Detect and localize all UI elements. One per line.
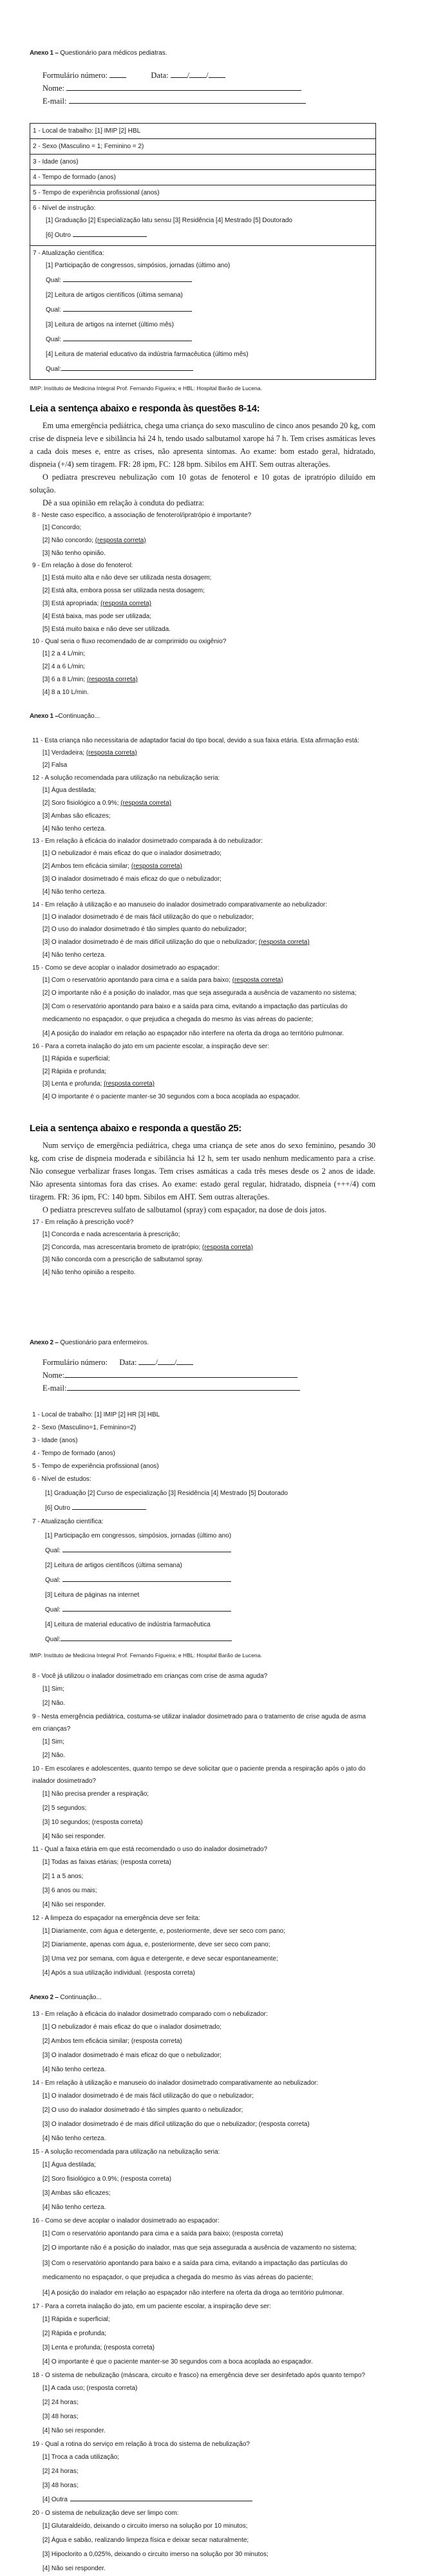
answer-option[interactable]: [2] Água e sabão, realizando limpeza física e deixar secar naturalmente; [42,2536,249,2544]
question-stem: 9 - Em relação à dose do fenoterol: [32,562,133,570]
form-number-label: Formulário número: [42,1358,108,1368]
question-block [32,2008,375,2077]
case-description-1: Em uma emergência pediátrica, chega uma criança do sexo masculino de cinco anos pesando 20 kg, com crise de dispneia leve e sibilância há 24 h, tendo usado salbutamol xarope há 7 h. Tem crises asmáticas leves a cada dois meses e, entre as crises, não apresenta sintomas. Ao exame: bom estado geral, hidratado, dispneia (+/4) sem tiragem. FR: 28 ipm, FC: 128 bpm. Sibilos em AHT. Sem outras alterações. O pediatra prescreveu nebulização com 10 gotas de fenoterol e 10 gotas de ipratrópio diluído em solução. Dê a sua opinião em relação à conduta do pediatra: [30,421,375,507]
education-label: 6 - Nível de instrução: [33,205,96,212]
answer-option[interactable]: [2] O uso do inalador dosimetrado é tão simples quanto do nebulizador; [42,926,247,934]
annex2-profile-list: 1 - Local de trabalho: [1] IMIP [2] HR [3] HBL 2 - Sexo (Masculino=1, Feminino=2) 3 - Idade (anos) 4 - Tempo de formado (anos) 5 - Tempo de experiência profissional (anos) 6 - Nível de estudos: [1] Graduação [2] Curso de especialização [3] Residência [4] Mestrado [5] Doutorado [6] Outro 7 - Atualização científica: [1] Participação em congressos, simpósios, jornadas (último ano) Qual: [2] Leitura de artigos científicos (última semana) Qual: [3] Leitura de páginas na internet Qual: [4] Leitura de material educativo de indústria farmacêutica Qual: [32,1409,375,1647]
qual-field[interactable] [63,333,192,341]
form-number-label: Formulário número: [42,71,108,80]
answer-option[interactable]: [2] O importante não é a posição do inalador, mas que seja assegurada a ausência de vazamento no sistema; [42,989,357,997]
question-stem: 17 - Para a correta inalação do jato, em um paciente escolar, a inspiração deve ser: [32,2302,271,2310]
email-label: E-mail: [42,1384,67,1393]
annex2-continuation: Anexo 2 – Continuação... [30,1993,102,2001]
answer-option[interactable]: [3] Uma vez por semana, com água e detergente, e deve secar espontaneamente; [42,1955,278,1963]
question-stem: 12 - A limpeza do espaçador na emergência deve ser feita: [32,1914,200,1922]
annex1-question-17 [30,1216,375,1279]
answer-option[interactable]: [1] Rápida e superficial; [42,1055,110,1062]
email-field[interactable] [67,1382,300,1391]
other-field[interactable] [70,2493,252,2501]
answer-option[interactable]: [1] Todas as faixas etárias; (resposta correta) [42,1859,171,1866]
list-item: 3 - Idade (anos) [32,1437,78,1445]
qual-field[interactable] [62,1603,231,1612]
education-label: 6 - Nível de estudos: [32,1476,91,1483]
question-stem: 8 - Você já utilizou o inalador dosimetrado em crianças com crise de asma aguda? [32,1673,268,1680]
date-day-field[interactable] [138,1357,155,1365]
answer-option[interactable]: [4] Outra [32,2493,375,2507]
answer-option[interactable]: [2] Falsa [42,762,68,769]
correct-answer-marker: (resposta correta) [95,536,146,544]
question-block [32,1670,375,1711]
answer-option[interactable]: [1] Sim; [42,1738,64,1745]
date-month-field[interactable] [189,70,206,78]
section-heading-25: Leia a sentença abaixo e responda a questão 25: [30,1122,241,1134]
question-block [32,2438,375,2507]
answer-option[interactable]: [4] Não tenho certeza. [42,951,106,959]
email-label: E-mail: [42,97,67,106]
answer-option[interactable]: [1] Diariamente, com água e detergente, e, posteriormente, deve ser seco com pano; [42,1927,285,1935]
question-stem: 9 - Nesta emergência pediátrica, costuma-se utilizar inalador dosimetrado para o tratamento de crise aguda de asma em crianças? [32,1713,366,1733]
answer-option[interactable]: [4] A posição do inalador em relação ao espaçador não interfere na oferta da droga ao território pulmonar. [42,1029,345,1037]
question-block [32,2300,375,2369]
answer-option[interactable]: [2] 24 horas; [42,2467,79,2475]
correct-answer-marker: (resposta correta) [232,976,283,984]
answer-option[interactable]: [1] Com o reservatório apontando para cima e a saída para baixo; (resposta correta) [42,976,283,984]
date-label: Data: [151,71,169,80]
correct-answer-marker: (resposta correta) [100,599,151,607]
answer-option[interactable]: [3] Ambas são eficazes; [42,812,111,820]
list-item: 2 - Sexo (Masculino=1, Feminino=2) [32,1424,137,1432]
date-year-field[interactable] [176,1357,193,1365]
answer-option[interactable]: [3] O inalador dosimetrado é mais eficaz do que o nebulizador; [42,2051,222,2059]
correct-answer-marker: (resposta correta) [86,749,137,757]
question-block [32,635,375,699]
answer-option[interactable]: [3] Está apropriada; (resposta correta) [42,599,151,607]
annex2-footnote: IMIP: Instituto de Medicina Integral Prof. Fernando Figueira; e HBL: Hospital Barão de Lucena. [30,1652,262,1659]
question-stem: 8 - Neste caso específico, a associação de fenoterol/ipratrópio é importante? [32,512,252,519]
update-item: [1] Participação de congressos, simpósios, jornadas (último ano) [46,262,231,269]
question-block [32,2215,375,2300]
form-number-field[interactable] [109,70,126,78]
education-options: [1] Graduação [2] Especialização latu sensu [3] Residência [4] Mestrado [5] Doutorado [46,217,292,224]
answer-option[interactable]: [3] 10 segundos; (resposta correta) [42,1818,143,1826]
annex1-title [30,49,375,57]
question-stem: 12 - A solução recomendada para utilização na nebulização seria: [32,775,220,782]
question-block [32,835,375,898]
answer-option[interactable]: [2] Está alta, embora possa ser utilizada nesta dosagem; [42,587,205,595]
answer-option[interactable]: [1] Com o reservatório apontando para cima e a saída para baixo; (resposta correta) [42,2230,283,2237]
annex1-profile-table [30,123,376,380]
correct-answer-marker: (resposta correta) [86,675,138,683]
annex1-subtitle: Questionário para médicos pediatras. [58,50,167,57]
annex1-form-header: Formulário número: Data: / / Nome: E-mail: [30,69,375,108]
question-stem: 14 - Em relação à utilização e ao manuseio do inalador dosimetrado comparativamente ao nebulizador: [32,901,328,908]
answer-option[interactable]: [4] O importante é que o paciente manter-se 30 segundos com a boca acoplada ao espaçador. [42,2358,313,2365]
qual-field[interactable] [63,274,192,282]
annex1-label: Anexo 1 – [30,50,59,57]
question-stem: 10 - Em escolares e adolescentes, quanto tempo se deve solicitar que o paciente prenda a respiração após o jato do inalador dosimetrado? [32,1765,366,1785]
question-stem: 14 - Em relação à utilização e manuseio do inalador dosimetrado comparativamente ao nebulizador: [32,2079,319,2087]
question-block [32,1216,375,1279]
section-heading-8-14: Leia a sentença abaixo e responda às questões 8-14: [30,403,260,414]
update-item: [2] Leitura de artigos científicos (última semana) [45,1562,182,1570]
annex1-continuation: Anexo 1 –Continuação... [30,712,100,720]
email-field[interactable] [69,95,306,104]
question-block [32,509,375,559]
education-other-field[interactable] [72,1501,146,1510]
education-options: [1] Graduação [2] Curso de especialização [3] Residência [4] Mestrado [5] Doutorado [45,1490,288,1498]
date-label: Data: [119,1358,137,1368]
question-block [32,2369,375,2438]
name-field[interactable] [66,82,301,91]
answer-option[interactable]: [1] Água destilada; [42,2161,96,2168]
answer-option[interactable]: [1] Verdadeira; (resposta correta) [42,749,137,757]
update-item: [3] Leitura de páginas na internet [45,1592,140,1599]
date-year-field[interactable] [209,70,225,78]
answer-option[interactable]: [2] O importante não é a posição do inalador, mas que seja assegurada a ausência de vazamento no sistema; [42,2244,357,2252]
question-stem: 15 - A solução recomendada para utilização na nebulização seria: [32,2148,220,2156]
annex2-form-header: Formulário número: Data: / / Nome: E-mail: [30,1356,375,1395]
correct-answer-marker: (resposta correta) [120,799,172,807]
answer-option[interactable]: [4] Está baixa, mas pode ser utilizada; [42,612,151,620]
answer-option[interactable]: [2] Soro fisiológico a 0.9%; (resposta correta) [42,799,172,807]
answer-option[interactable]: [1] Troca a cada utilização; [42,2453,119,2461]
table-row: 5 - Tempo de experiência profissional (anos) [30,185,376,201]
update-item: [2] Leitura de artigos científicos (última semana) [46,292,183,299]
answer-option[interactable]: [2] Ambos tem eficácia similar; (resposta correta) [42,2037,182,2045]
annex2-title [30,1339,375,1347]
question-block [32,1040,375,1104]
question-block [32,1843,375,1912]
answer-option[interactable]: [2] Não. [42,1699,66,1707]
correct-answer-marker: (resposta correta) [258,939,310,946]
table-row-education [30,201,376,246]
answer-option[interactable]: [3] 6 a 8 L/min; (resposta correta) [42,675,138,683]
update-item: [4] Leitura de material educativo da indústria farmacêutica (último mês) [46,351,249,358]
answer-option[interactable]: [4] Não tenho certeza. [42,825,106,832]
annex2-questions-8-12 [30,1670,375,1980]
answer-option[interactable]: [4] Não sei responder. [42,2427,106,2434]
qual-field[interactable] [61,1633,232,1641]
table-row: 2 - Sexo (Masculino = 1; Feminino = 2) [30,139,376,155]
question-block [32,2507,375,2576]
table-row: 3 - Idade (anos) [30,155,376,170]
case-description-2: Num serviço de emergência pediátrica, chega uma criança de sete anos do sexo feminino, pesando 30 kg, com crise de dispneia moderada e sibilância há 12 h, sem ter usado nenhum medicamento para a crise. Não consegue verbalizar frases longas. Tem crises asmáticas a cada três meses desde os 2 anos de idade. Não apresenta sintomas fora das crises. Ao exame: estado geral regular, hidratado, dispneia (+++/4) com tiragem. FR: 36 ipm, FC: 140 bpm. Sibilos em AHT. Sem outras alterações. O pediatra prescreveu sulfato de salbutamol (spray) com espaçador, na dose de dois jatos. [30,1140,375,1214]
question-block [32,735,375,773]
answer-option[interactable]: [4] Não tenho certeza. [42,2203,106,2211]
question-stem: 18 - O sistema de nebulização (máscara, circuito e frasco) na emergência deve ser desinfetado após quanto tempo? [32,2371,365,2379]
answer-option[interactable]: [3] Não concorda com a prescrição de salbutamol spray. [42,1256,203,1264]
answer-option[interactable]: [4] O importante é o paciente manter-se 30 segundos com a boca acoplada ao espaçador. [42,1093,301,1101]
answer-option[interactable]: [4] Não sei responder. [42,1901,106,1908]
question-block [32,1912,375,1980]
answer-option[interactable]: [2] Rápida e profunda; [42,1067,106,1075]
answer-option[interactable]: [2] Soro fisiológico a 0.9%; (resposta correta) [42,2175,172,2183]
correct-answer-marker: (resposta correta) [202,1243,253,1251]
education-other: [6] Outro [33,228,373,243]
date-day-field[interactable] [171,70,187,78]
answer-option[interactable]: [4] Não sei responder. [42,1832,106,1840]
table-row-scientific-update: 7 - Atualização científica: [1] Participação de congressos, simpósios, jornadas (último ano) Qual: [2] Leitura de artigos científicos (última semana) Qual: [3] Leitura de artigos na internet (último mês) Qual: [4] Leitura de material educativo da indústria farmacêutica (último mês) Qual: [30,246,376,380]
answer-option[interactable]: [2] Ambos tem eficácia similar; (resposta correta) [42,863,182,870]
answer-option[interactable]: [2] Concorda, mas acrescentaria brometo de ipratrópio; (resposta correta) [42,1243,253,1251]
question-block [32,2146,375,2215]
answer-option[interactable]: [2] O uso do inalador dosimetrado é tão simples quanto o nebulizador; [42,2106,243,2114]
table-row: 4 - Tempo de formado (anos) [30,170,376,185]
answer-option[interactable]: [2] Não concordo; (resposta correta) [42,536,146,544]
question-stem: 11 - Qual a faixa etária em que está recomendado o uso do inalador dosimetrado? [32,1846,268,1854]
update-item: [4] Leitura de material educativo de indústria farmacêutica [45,1621,211,1629]
qual-field[interactable] [61,362,193,371]
question-block [32,899,375,962]
answer-option[interactable]: [2] 24 horas; [42,2398,79,2406]
answer-option[interactable]: [3] O inalador dosimetrado é de mais difícil utilização do que o nebulizador; (resposta correta) [42,2120,310,2128]
table-row: 1 - Local de trabalho: [1] IMIP [2] HBL [30,124,376,139]
answer-option[interactable]: [3] O inalador dosimetrado é mais eficaz do que o nebulizador; [42,875,222,883]
question-stem: 20 - O sistema de nebulização deve ser limpo com: [32,2509,179,2517]
answer-option[interactable]: [1] Rápida e superficial; [42,2315,110,2323]
answer-option[interactable]: [2] 1 a 5 anos; [42,1873,84,1881]
name-label: Nome: [42,84,65,93]
answer-option[interactable]: [1] Sim; [42,1686,64,1693]
qual-field[interactable] [63,303,192,312]
annex1-questions-11-16 [30,735,375,1104]
answer-option[interactable]: [4] Após a sua utilização individual. (resposta correta) [42,1970,195,1977]
answer-option[interactable]: [4] A posição do inalador em relação ao espaçador não interfere na oferta da droga ao território pulmonar. [42,2289,345,2297]
answer-option[interactable]: [1] Está muito alta e não deve ser utilizada nesta dosagem; [42,574,212,582]
answer-option[interactable]: [2] Rápida e profunda; [42,2329,106,2337]
list-item: 5 - Tempo de experiência profissional (anos) [32,1463,159,1471]
answer-option[interactable]: [1] Glutaraldeído, deixando o circuito imerso na solução por 10 minutos; [42,2522,248,2530]
scientific-update-label: 7 - Atualização científica: [33,250,104,257]
annex2-label: Anexo 2 – [30,1339,59,1347]
question-stem: 10 - Qual seria o fluxo recomendado de ar comprimido ou oxigênio? [32,638,227,646]
question-stem: 15 - Como se deve acoplar o inalador dosimetrado ao espaçador: [32,964,220,972]
question-stem: 19 - Qual a rotina do serviço em relação à troca do sistema de nebulização? [32,2440,250,2448]
list-item: 1 - Local de trabalho: [1] IMIP [2] HR [3] HBL [32,1411,160,1419]
answer-option[interactable]: [3] Com o reservatório apontando para baixo e a saída para cima, evitando a impactação das partículas do medicamento no espaçador, o que prejudica a chegada do mesmo às vias aéreas do paciente; [42,1003,348,1024]
qual-field[interactable] [62,1544,231,1552]
answer-option[interactable]: [1] O nebulizador é mais eficaz do que o inalador dosimetrado; [42,850,222,858]
answer-option[interactable]: [3] Lenta e profunda; (resposta correta) [42,2344,155,2351]
answer-option[interactable]: [4] Não tenho certeza. [42,888,106,896]
annex2-questions-13-20 [30,2008,375,2576]
answer-option[interactable]: [4] 8 a 10 L/min. [42,688,89,696]
question-stem: 13 - Em relação à eficácia do inalador dosimetrado comparada à do nebulizador: [32,838,263,845]
question-stem: 16 - Como se deve acoplar o inalador dosimetrado ao espaçador: [32,2217,220,2224]
answer-option[interactable]: [3] 48 horas; [42,2412,79,2420]
answer-option[interactable]: [1] O inalador dosimetrado é de mais fácil utilização do que o nebulizador; [42,2092,254,2100]
scientific-update-label: 7 - Atualização científica: [32,1518,104,1526]
answer-option[interactable]: [3] Não tenho opinião. [42,549,106,557]
answer-option[interactable]: [1] 2 a 4 L/min; [42,650,86,658]
qual-field[interactable] [62,1574,231,1582]
name-label: Nome: [42,1371,65,1380]
answer-option[interactable]: [3] O inalador dosimetrado é de mais difícil utilização do que o nebulizador; (resposta correta) [42,939,310,946]
correct-answer-marker: (resposta correta) [104,1080,155,1088]
question-block [32,559,375,635]
name-field[interactable] [64,1369,298,1378]
answer-option[interactable]: [3] 48 horas; [42,2481,79,2489]
annex1-questions-8-10 [30,509,375,699]
question-stem: 17 - Em relação à prescrição você? [32,1218,134,1226]
answer-option[interactable]: [3] Ambas são eficazes; [42,2189,111,2197]
update-item: [3] Leitura de artigos na internet (último mês) [46,321,174,328]
question-block [32,772,375,835]
list-item: 4 - Tempo de formado (anos) [32,1450,115,1458]
question-block [32,2077,375,2146]
answer-option[interactable]: [2] Diariamente, apenas com água, e, posteriormente, deve ser seco com pano; [42,1941,270,1949]
question-block [32,962,375,1040]
answer-option[interactable]: [3] Lenta e profunda; (resposta correta) [42,1080,155,1088]
annex2-subtitle: Questionário para enfermeiros. [58,1339,149,1347]
answer-option[interactable]: [4] Não tenho certeza. [42,2134,106,2142]
answer-option[interactable]: [4] Não tenho certeza. [42,2065,106,2073]
question-block [32,1763,375,1843]
correct-answer-marker: (resposta correta) [131,863,182,870]
question-stem: 11 - Esta criança não necessitaria de adaptador facial do tipo bocal, devido a sua faixa etária. Esta afirmação está: [32,737,359,744]
update-item: [1] Participação em congressos, simpósios, jornadas (último ano) [45,1532,232,1540]
answer-option[interactable]: [2] 4 a 6 L/min; [42,663,86,671]
question-stem: 13 - Em relação à eficácia do inalador dosimetrado comparado com o nebulizador: [32,2010,268,2018]
answer-option[interactable]: [1] Água destilada; [42,787,96,794]
answer-option[interactable]: [1] A cada uso; (resposta correta) [42,2384,138,2392]
answer-option[interactable]: [1] Não precisa prender a respiração; [42,1791,149,1798]
answer-option[interactable]: [1] Concorda e nada acrescentaria à prescrição; [42,1230,180,1238]
question-block [32,1711,375,1763]
date-month-field[interactable] [158,1357,175,1365]
answer-option[interactable]: [4] Não tenho opinião a respeito. [42,1269,136,1277]
answer-option[interactable]: [2] Não. [42,1752,66,1760]
answer-option[interactable]: [5] Está muito baixa e não deve ser utilizada. [42,625,171,633]
answer-option[interactable]: [1] O inalador dosimetrado é de mais fácil utilização do que o nebulizador; [42,913,254,921]
answer-option[interactable]: [2] 5 segundos; [42,1805,87,1812]
answer-option[interactable]: [1] O nebulizador é mais eficaz do que o inalador dosimetrado; [42,2023,222,2031]
annex1-footnote: IMIP: Instituto de Medicina Integral Prof. Fernando Figueira; e HBL: Hospital Barão de Lucena. [30,385,262,391]
answer-option[interactable]: [3] 6 anos ou mais; [42,1887,97,1895]
answer-option[interactable]: [3] Com o reservatório apontando para baixo e a saída para cima, evitando a impactação das partículas do medicamento no espaçador, o que prejudica a chegada do mesmo às vias aéreas do paciente; [42,2259,348,2281]
question-stem: 16 - Para a correta inalação do jato em um paciente escolar, a inspiração deve ser: [32,1042,269,1050]
answer-option[interactable]: [1] Concordo; [42,524,82,531]
education-other-field[interactable] [73,229,147,237]
answer-option[interactable]: [3] Hipoclorito a 0,025%, deixando o circuito imerso na solução por 30 minutos; [42,2550,269,2558]
answer-option[interactable]: [4] Não sei responder. [42,2564,106,2572]
